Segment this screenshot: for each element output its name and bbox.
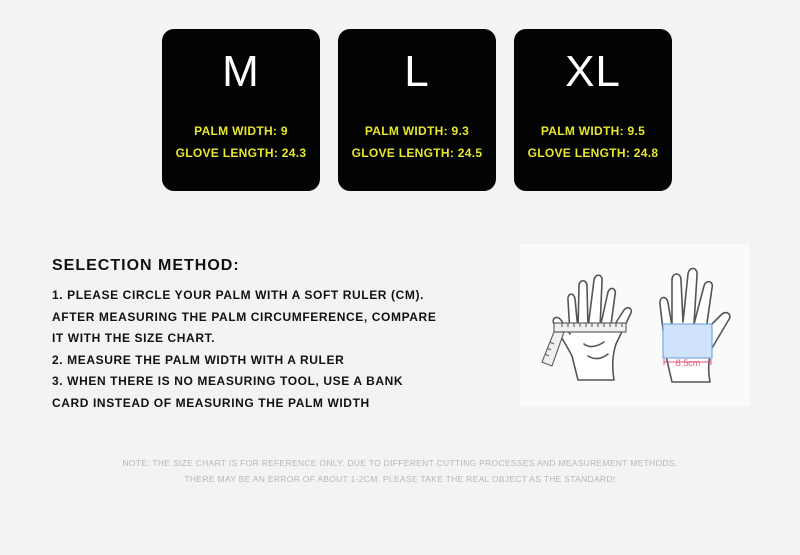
- size-card-xl: [514, 29, 672, 191]
- step-line: 2. MEASURE THE PALM WIDTH WITH A RULER: [52, 352, 345, 367]
- disclaimer-line-2: THERE MAY BE AN ERROR OF ABOUT 1-2CM. PLEASE TAKE THE REAL OBJECT AS THE STANDARD!: [184, 474, 616, 484]
- step-line: AFTER MEASURING THE PALM CIRCUMFERENCE, COMPARE: [52, 309, 437, 324]
- section-title: SELECTION METHOD:: [52, 257, 240, 274]
- glove-length: GLOVE LENGTH: 24.5: [351, 146, 483, 160]
- size-label: L: [404, 47, 430, 96]
- disclaimer-line-1: NOTE: THE SIZE CHART IS FOR REFERENCE ONLY. DUE TO DIFFERENT CUTTING PROCESSES AND MEASUREMENT METHODS,: [122, 458, 678, 468]
- selection-method: [52, 256, 512, 414]
- glove-length: GLOVE LENGTH: 24.8: [527, 146, 659, 160]
- glove-length: GLOVE LENGTH: 24.3: [175, 146, 307, 160]
- size-cards: [0, 29, 800, 191]
- size-label: M: [222, 47, 260, 96]
- size-card-m: [162, 29, 320, 191]
- step-line: 3. WHEN THERE IS NO MEASURING TOOL, USE A BANK: [52, 374, 404, 388]
- step-line: 1. PLEASE CIRCLE YOUR PALM WITH A SOFT RULER (CM).: [52, 288, 424, 302]
- measurement-illustration: [520, 244, 750, 406]
- step-line: IT WITH THE SIZE CHART.: [52, 331, 216, 345]
- palm-width: PALM WIDTH: 9.5: [540, 124, 646, 138]
- size-label: XL: [565, 47, 621, 96]
- method-steps: [52, 285, 512, 414]
- step-line: CARD INSTEAD OF MEASURING THE PALM WIDTH: [52, 395, 370, 410]
- palm-width: PALM WIDTH: 9.3: [364, 124, 470, 138]
- palm-width: PALM WIDTH: 9: [194, 124, 288, 138]
- measure-label: 8.5cm: [675, 358, 701, 368]
- size-card-l: [338, 29, 496, 191]
- bank-card-icon: [663, 324, 712, 358]
